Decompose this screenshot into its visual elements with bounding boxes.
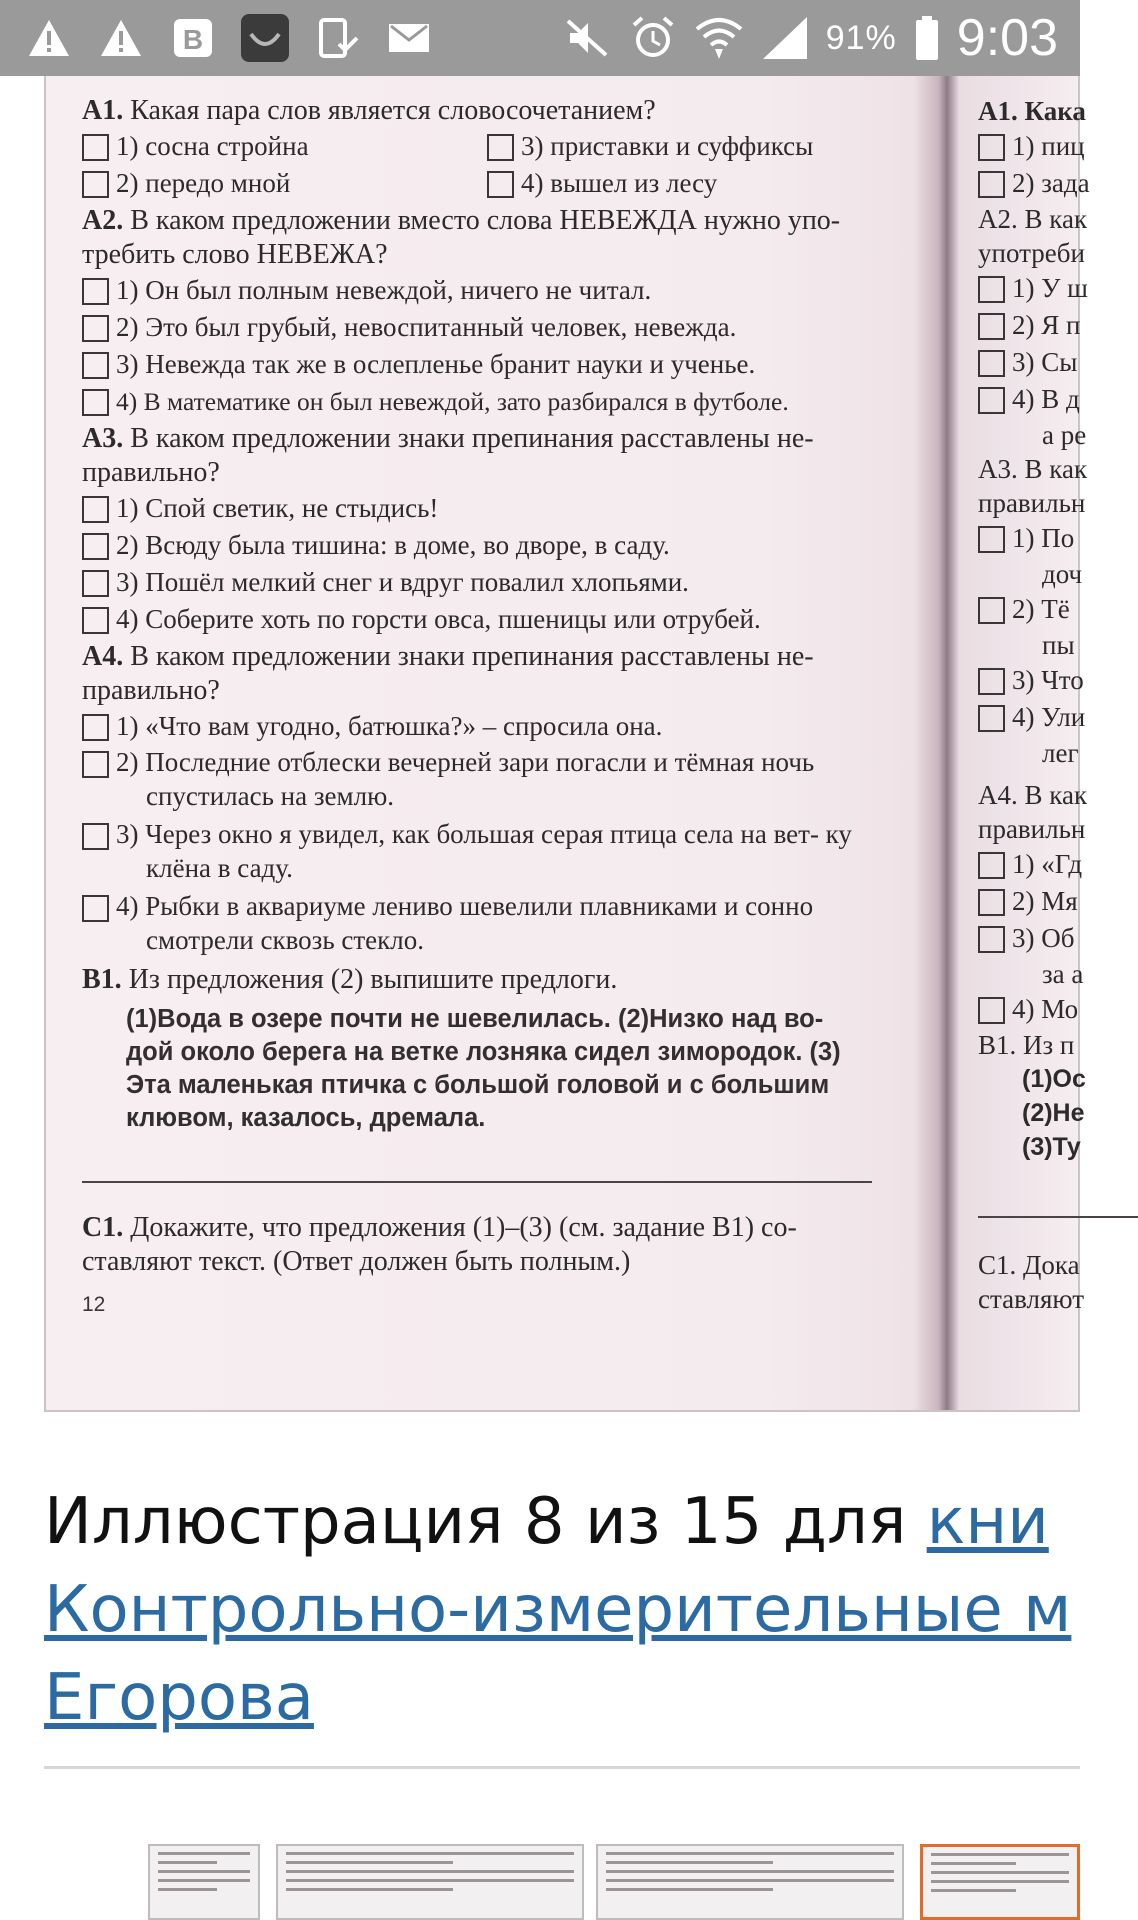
question-a3: А3. В каком предложении знаки препинания расставлены не- правильно? 1) Спой светик, не стыдись! 2) Всюду была тишина: в доме, во дворе, в саду. 3) Пошёл мелкий снег и вдруг повалил хлопьями. 4) Соберите хоть по горсти овса, пшеницы или отрубей. xyxy=(82,422,922,638)
question-c1: С1. Докажите, что предложения (1)–(3) (см. задание В1) со- ставляют текст. (Ответ должен быть полным.) xyxy=(82,1212,797,1277)
illustration-caption: Иллюстрация 8 из 15 для кни Контрольно-измерительные м Егорова xyxy=(44,1485,1072,1735)
checkbox xyxy=(978,926,1005,953)
battery-icon xyxy=(913,13,941,63)
headset-app-icon xyxy=(240,13,290,63)
checkbox xyxy=(82,278,109,305)
checkbox xyxy=(487,134,514,161)
warning-icon xyxy=(24,13,74,63)
book-page-image[interactable] xyxy=(44,76,1090,1412)
checkbox xyxy=(82,389,109,416)
answer-option: 1) «Что вам угодно, батюшка?» – спросила она. xyxy=(82,708,922,745)
clock: 9:03 xyxy=(956,9,1058,67)
answer-option: 2) Всюду была тишина: в доме, во дворе, в саду. xyxy=(82,527,922,564)
answer-option: 3) Через окно я увидел, как большая серая птица села на вет- ку клёна в саду. xyxy=(82,817,922,885)
thumbnail[interactable] xyxy=(596,1844,904,1920)
question-b1: В1. Из предложения (2) выпишите предлоги. (1)Вода в озере почти не шевелилась. (2)Низко над во- дой около берега на ветке лозняка сидел зимородок. (3) Эта маленькая птичка с большой головой и с большим клювом, казалось, дремала. xyxy=(82,963,922,1135)
answer-option: 4) В математике он был невеждой, зато разбирался в футболе. xyxy=(82,383,922,420)
checkbox xyxy=(82,171,109,198)
question-a4: А4. В каком предложении знаки препинания расставлены не- правильно? 1) «Что вам угодно, батюшка?» – спросила она. 2) Последние отблески вечерней зари погасли и тёмная ночь спустилась на землю. 3) Через окно я увидел, как большая серая птица села на вет- ку клёна в саду. 4) Рыбки в аквариуме лениво шевелили плавниками и сонно смотрели сквозь стекло. xyxy=(82,640,922,957)
checkbox xyxy=(487,171,514,198)
answer-option: 3) Пошёл мелкий снег и вдруг повалил хлопьями. xyxy=(82,564,922,601)
source-text: (1)Вода в озере почти не шевелилась. (2)Низко над во- дой около берега на ветке лозняка сидел зимородок. (3) Эта маленькая птичка с большой головой и с большим клювом, казалось, дремала. xyxy=(126,1005,841,1132)
tablet-download-icon xyxy=(312,13,362,63)
answer-option: 3) приставки и суффиксы xyxy=(487,128,922,165)
checkbox xyxy=(978,350,1005,377)
checkbox xyxy=(82,533,109,560)
checkbox xyxy=(978,852,1005,879)
checkbox xyxy=(82,823,109,850)
system-icons xyxy=(562,8,1058,68)
page-number: 12 xyxy=(82,1293,106,1316)
answer-option: 4) Рыбки в аквариуме лениво шевелили плавниками и сонно смотрели сквозь стекло. xyxy=(82,889,922,957)
page-left xyxy=(82,94,922,1317)
checkbox xyxy=(82,352,109,379)
thumbnail[interactable] xyxy=(276,1844,584,1920)
checkbox xyxy=(82,751,109,778)
checkbox xyxy=(978,668,1005,695)
checkbox xyxy=(82,315,109,342)
answer-option: 2) Последние отблески вечерней зари погасли и тёмная ночь спустилась на землю. xyxy=(82,745,922,813)
book-link[interactable]: кни xyxy=(926,1485,1049,1559)
question-a1: А1. Какая пара слов является словосочетанием? 1) сосна стройна 3) приставки и суффиксы 2) передо мной 4) вышел из лесу xyxy=(82,94,922,202)
thumbnail-selected[interactable] xyxy=(920,1844,1080,1920)
b-app-icon xyxy=(168,13,218,63)
checkbox xyxy=(82,895,109,922)
checkbox xyxy=(82,496,109,523)
answer-option: 4) Соберите хоть по горсти овса, пшеницы или отрубей. xyxy=(82,601,922,638)
answer-option: 4) вышел из лесу xyxy=(487,165,922,202)
checkbox xyxy=(978,705,1005,732)
answer-line xyxy=(82,1181,872,1183)
notification-icons xyxy=(24,12,434,64)
answer-option: 1) сосна стройна xyxy=(82,128,487,165)
checkbox xyxy=(82,134,109,161)
divider xyxy=(44,1766,1080,1769)
checkbox xyxy=(978,171,1005,198)
warning-icon xyxy=(96,13,146,63)
book-link[interactable]: Контрольно-измерительные м xyxy=(44,1573,1072,1647)
thumbnail-strip xyxy=(148,1844,1080,1920)
mail-icon xyxy=(384,13,434,63)
checkbox xyxy=(978,889,1005,916)
checkbox xyxy=(978,276,1005,303)
page-right: А1. Кака 1) пиц 2) зада А2. В как употреби 1) У ш 2) Я п 3) Сы 4) В д а ре А3. В как правильн 1) По доч 2) Тё пы 3) Что 4) Ули лег А4. В как правильн 1) «Гд 2) Мя 3) Об за а 4) Мо В1. Из п (1)Ос (2)Не (3)Ту С1. Дока ставляют xyxy=(978,94,1138,1316)
question-a2: А2. В каком предложении вместо слова НЕВЕЖДА нужно упо- требить слово НЕВЕЖА? 1) Он был полным невеждой, ничего не читал. 2) Это был грубый, невоспитанный человек, невежда. 3) Невежда так же в ослепленье бранит науки и ученье. 4) В математике он был невеждой, зато разбирался в футболе. xyxy=(82,204,922,420)
checkbox xyxy=(82,607,109,634)
answer-option: 3) Невежда так же в ослепленье бранит науки и ученье. xyxy=(82,346,922,383)
checkbox xyxy=(978,526,1005,553)
answer-option: 1) Спой светик, не стыдись! xyxy=(82,490,922,527)
wifi-icon xyxy=(694,13,744,63)
answer-option: 2) передо мной xyxy=(82,165,487,202)
checkbox xyxy=(82,714,109,741)
alarm-icon xyxy=(628,13,678,63)
status-bar xyxy=(0,0,1080,76)
svg-text:B: B xyxy=(182,24,204,55)
battery-percent: 91% xyxy=(825,18,897,57)
thumbnail[interactable] xyxy=(148,1844,260,1920)
book-link[interactable]: Егорова xyxy=(44,1661,314,1735)
answer-option: 1) Он был полным невеждой, ничего не читал. xyxy=(82,272,922,309)
answer-option: 2) Это был грубый, невоспитанный человек, невежда. xyxy=(82,309,922,346)
mute-icon xyxy=(562,13,612,63)
checkbox xyxy=(978,597,1005,624)
checkbox xyxy=(978,387,1005,414)
checkbox xyxy=(82,570,109,597)
signal-icon xyxy=(760,13,810,63)
checkbox xyxy=(978,997,1005,1024)
checkbox xyxy=(978,313,1005,340)
checkbox xyxy=(978,134,1005,161)
